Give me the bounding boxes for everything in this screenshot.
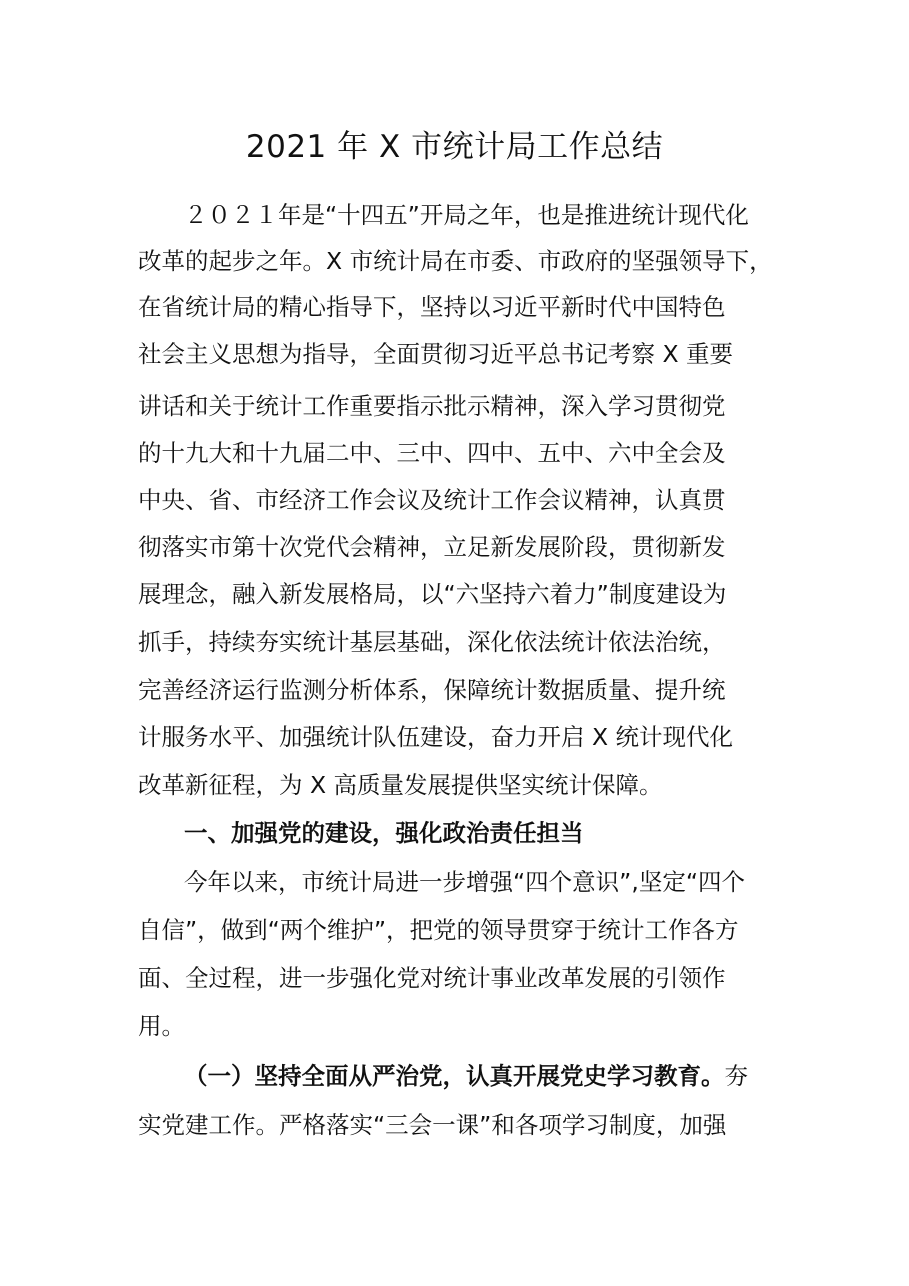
subsection-line bbox=[184, 1053, 824, 1099]
intro-line: 在省统计局的精心指导下，坚持以习近平新时代中国特色 bbox=[138, 293, 726, 321]
intro-line: 抓手，持续夯实统计基层基础，深化依法统计依法治统， bbox=[138, 628, 726, 656]
section-line: 用。 bbox=[138, 1012, 185, 1040]
intro-line: 改革的起步之年。X 市统计局在市委、市政府的坚强领导下， bbox=[138, 247, 773, 275]
intro-line: ２０２１年是“十四五”开局之年，也是推进统计现代化 bbox=[184, 201, 749, 229]
intro-line: 改革新征程，为 X 高质量发展提供坚实统计保障。 bbox=[138, 771, 663, 799]
intro-line: 完善经济运行监测分析体系，保障统计数据质量、提升统 bbox=[138, 676, 726, 704]
subsection-line: 实党建工作。严格落实“三会一课”和各项学习制度，加强 bbox=[138, 1111, 727, 1139]
document-title: 2021 年 X 市统计局工作总结 bbox=[245, 129, 664, 165]
subsection-heading: （一）坚持全面从严治党，认真开展党史学习教育。 bbox=[184, 1062, 725, 1090]
intro-line: 中央、省、市经济工作会议及统计工作会议精神，认真贯 bbox=[138, 486, 726, 514]
section-line: 自信”，做到“两个维护”，把党的领导贯穿于统计工作各方 bbox=[138, 916, 739, 944]
intro-line: 展理念，融入新发展格局，以“六坚持六着力”制度建设为 bbox=[138, 580, 727, 608]
intro-line: 的十九大和十九届二中、三中、四中、五中、六中全会及 bbox=[138, 439, 726, 467]
section-line: 今年以来，市统计局进一步增强“四个意识”,坚定“四个 bbox=[184, 868, 745, 896]
intro-line: 讲话和关于统计工作重要指示批示精神，深入学习贯彻党 bbox=[138, 392, 726, 420]
intro-line: 社会主义思想为指导，全面贯彻习近平总书记考察 X 重要 bbox=[138, 340, 734, 368]
subsection-text: 夯 bbox=[724, 1062, 748, 1090]
intro-line: 计服务水平、加强统计队伍建设，奋力开启 X 统计现代化 bbox=[138, 723, 734, 751]
section-line: 面、全过程，进一步强化党对统计事业改革发展的引领作 bbox=[138, 964, 726, 992]
intro-line: 彻落实市第十次党代会精神，立足新发展阶段，贯彻新发 bbox=[138, 533, 726, 561]
section-heading: 一、加强党的建设，强化政治责任担当 bbox=[184, 819, 584, 847]
